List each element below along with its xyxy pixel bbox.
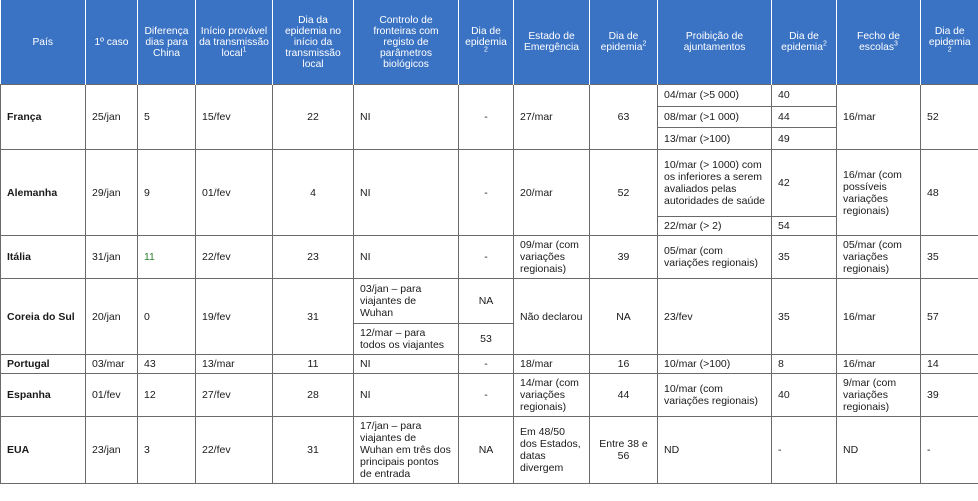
country-cell: Coreia do Sul	[1, 279, 86, 355]
header-dia-inicio: Dia da epidemia no início da transmissão local	[273, 0, 354, 85]
gathering-day-cell: 54	[772, 217, 837, 236]
first-case-cell: 29/jan	[86, 150, 138, 236]
border-day-cell: -	[459, 236, 514, 279]
border-day-cell: 53	[459, 324, 514, 355]
table-row	[1, 355, 978, 374]
border-day-cell: -	[459, 85, 514, 150]
school-day-cell: 57	[921, 279, 978, 355]
emergency-cell: 09/mar (com variações regionais)	[514, 236, 590, 279]
table-row	[1, 374, 978, 417]
gathering-ban-cell: 04/mar (>5 000)	[658, 85, 772, 107]
border-day-cell: -	[459, 374, 514, 417]
header-emergencia: Estado de Emergência	[514, 0, 590, 85]
diff-days-cell: 3	[138, 417, 196, 484]
emergency-cell: 27/mar	[514, 85, 590, 150]
school-closure-cell: 16/mar	[837, 85, 921, 150]
gathering-ban-cell: 10/mar (> 1000) com os inferiores a serem avaliados pelas autoridades de saúde	[658, 150, 772, 217]
country-cell: França	[1, 85, 86, 150]
header-dia-fronteiras: Dia de epidemia $^2$	[459, 0, 514, 85]
emergency-cell: 18/mar	[514, 355, 590, 374]
emergency-day-cell: 63	[590, 85, 658, 150]
header-dia-ajuntamentos: Dia de epidemia$^2$	[772, 0, 837, 85]
header-fronteiras: Controlo de fronteiras com registo de parâmetros biológicos	[354, 0, 459, 85]
country-cell: Espanha	[1, 374, 86, 417]
transmission-day-cell: 31	[273, 279, 354, 355]
transmission-start-cell: 22/fev	[196, 236, 273, 279]
border-control-cell: NI	[354, 150, 459, 236]
diff-days-cell: 0	[138, 279, 196, 355]
border-control-cell: NI	[354, 355, 459, 374]
table-row	[1, 236, 978, 279]
emergency-cell: Não declarou	[514, 279, 590, 355]
gathering-day-cell: 44	[772, 106, 837, 128]
table-row	[1, 417, 978, 484]
header-dia-escolas: Dia de epidemia $^2$	[921, 0, 978, 85]
transmission-start-cell: 01/fev	[196, 150, 273, 236]
table-row	[1, 150, 978, 217]
diff-days-cell: 12	[138, 374, 196, 417]
school-closure-cell: ND	[837, 417, 921, 484]
emergency-cell: Em 48/50 dos Estados, datas divergem	[514, 417, 590, 484]
header-primeiro-caso: 1º caso	[86, 0, 138, 85]
transmission-start-cell: 13/mar	[196, 355, 273, 374]
header-escolas: Fecho de escolas$^3$	[837, 0, 921, 85]
school-closure-cell: 16/mar	[837, 279, 921, 355]
header-row	[1, 0, 978, 85]
country-cell: Portugal	[1, 355, 86, 374]
school-day-cell: 14	[921, 355, 978, 374]
transmission-day-cell: 11	[273, 355, 354, 374]
school-day-cell: 35	[921, 236, 978, 279]
school-closure-cell: 16/mar	[837, 355, 921, 374]
header-diferenca: Diferença dias para China	[138, 0, 196, 85]
first-case-cell: 25/jan	[86, 85, 138, 150]
border-control-cell: NI	[354, 85, 459, 150]
school-closure-cell: 9/mar (com variações regionais)	[837, 374, 921, 417]
emergency-cell: 14/mar (com variações regionais)	[514, 374, 590, 417]
gathering-ban-cell: 23/fev	[658, 279, 772, 355]
transmission-day-cell: 4	[273, 150, 354, 236]
emergency-day-cell: 52	[590, 150, 658, 236]
gathering-day-cell: 8	[772, 355, 837, 374]
transmission-day-cell: 22	[273, 85, 354, 150]
emergency-day-cell: 44	[590, 374, 658, 417]
first-case-cell: 31/jan	[86, 236, 138, 279]
school-day-cell: -	[921, 417, 978, 484]
gathering-ban-cell: 10/mar (>100)	[658, 355, 772, 374]
gathering-ban-cell: 10/mar (com variações regionais)	[658, 374, 772, 417]
gathering-day-cell: -	[772, 417, 837, 484]
gathering-day-cell: 40	[772, 374, 837, 417]
table-row	[1, 279, 978, 324]
border-day-cell: NA	[459, 417, 514, 484]
border-control-cell: 12/mar – para todos os viajantes	[354, 324, 459, 355]
border-control-cell: NI	[354, 374, 459, 417]
header-pais: País	[1, 0, 86, 85]
gathering-day-cell: 40	[772, 85, 837, 107]
emergency-cell: 20/mar	[514, 150, 590, 236]
gathering-ban-cell: 05/mar (com variações regionais)	[658, 236, 772, 279]
header-inicio: Início provável da transmissão local$^1$	[196, 0, 273, 85]
country-cell: EUA	[1, 417, 86, 484]
header-dia-emergencia: Dia de epidemia$^2$	[590, 0, 658, 85]
border-day-cell: -	[459, 355, 514, 374]
diff-days-cell: 9	[138, 150, 196, 236]
transmission-start-cell: 15/fev	[196, 85, 273, 150]
country-cell: Alemanha	[1, 150, 86, 236]
school-day-cell: 52	[921, 85, 978, 150]
transmission-day-cell: 31	[273, 417, 354, 484]
header-ajuntamentos: Proibição de ajuntamentos	[658, 0, 772, 85]
border-control-cell: 17/jan – para viajantes de Wuhan em três dos principais pontos de entrada	[354, 417, 459, 484]
gathering-ban-cell: 08/mar (>1 000)	[658, 106, 772, 128]
school-closure-cell: 16/mar (com possíveis variações regionais)	[837, 150, 921, 236]
emergency-day-cell: NA	[590, 279, 658, 355]
school-day-cell: 48	[921, 150, 978, 236]
diff-days-cell: 43	[138, 355, 196, 374]
gathering-ban-cell: 13/mar (>100)	[658, 128, 772, 150]
school-closure-cell: 05/mar (com variações regionais)	[837, 236, 921, 279]
first-case-cell: 20/jan	[86, 279, 138, 355]
transmission-day-cell: 23	[273, 236, 354, 279]
border-day-cell: NA	[459, 279, 514, 324]
transmission-start-cell: 19/fev	[196, 279, 273, 355]
transmission-start-cell: 27/fev	[196, 374, 273, 417]
transmission-start-cell: 22/fev	[196, 417, 273, 484]
country-cell: Itália	[1, 236, 86, 279]
gathering-day-cell: 35	[772, 279, 837, 355]
gathering-day-cell: 49	[772, 128, 837, 150]
emergency-day-cell: 39	[590, 236, 658, 279]
first-case-cell: 23/jan	[86, 417, 138, 484]
transmission-day-cell: 28	[273, 374, 354, 417]
first-case-cell: 01/fev	[86, 374, 138, 417]
emergency-day-cell: Entre 38 e 56	[590, 417, 658, 484]
diff-days-cell: 5	[138, 85, 196, 150]
gathering-day-cell: 42	[772, 150, 837, 217]
diff-days-cell: 11	[138, 236, 196, 279]
school-day-cell: 39	[921, 374, 978, 417]
first-case-cell: 03/mar	[86, 355, 138, 374]
gathering-ban-cell: 22/mar (> 2)	[658, 217, 772, 236]
border-control-cell: NI	[354, 236, 459, 279]
border-control-cell: 03/jan – para viajantes de Wuhan	[354, 279, 459, 324]
gathering-day-cell: 35	[772, 236, 837, 279]
table-row	[1, 85, 978, 107]
border-day-cell: -	[459, 150, 514, 236]
gathering-ban-cell: ND	[658, 417, 772, 484]
emergency-day-cell: 16	[590, 355, 658, 374]
